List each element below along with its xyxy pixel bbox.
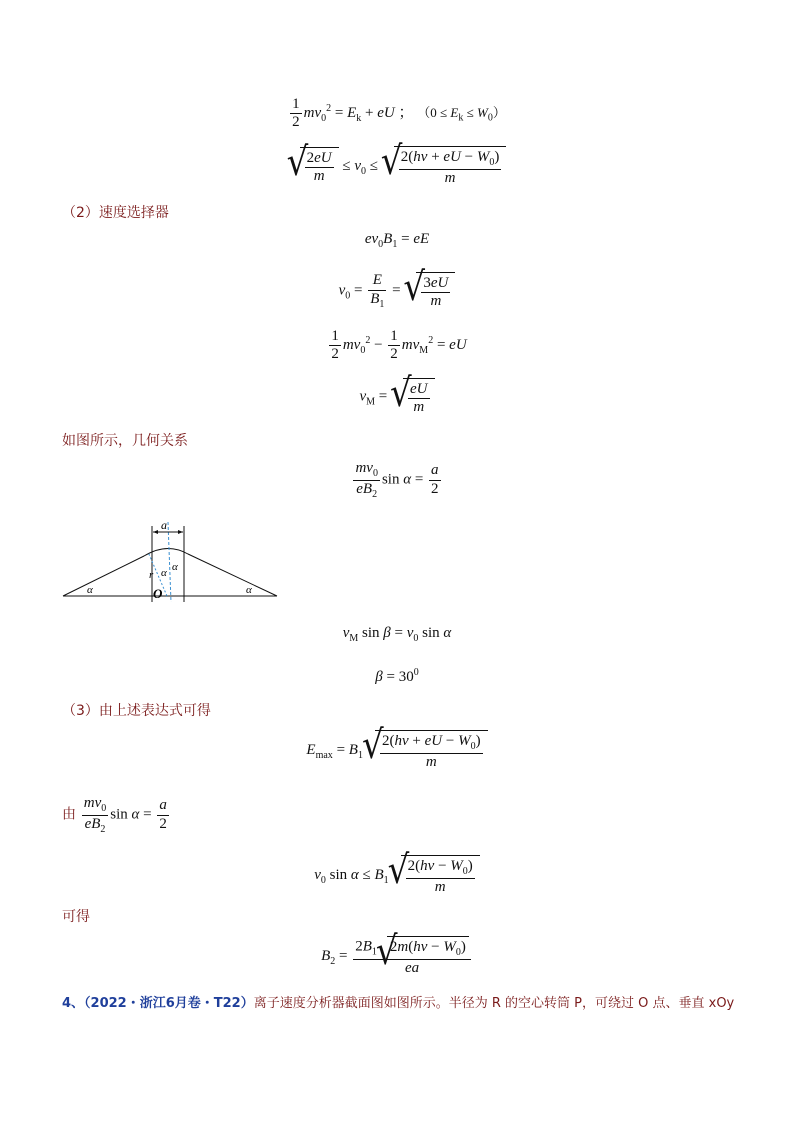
label-r: r bbox=[149, 569, 154, 581]
arrow-head-left bbox=[153, 530, 158, 534]
equation-energy-loss: $\frac{1}{2}$ $mv_0^2$ − $\frac{1}{2}$ $mv_M^2$ = eU bbox=[331, 328, 467, 363]
arrow-head-right bbox=[178, 530, 183, 534]
label-alpha-center-left: α bbox=[161, 567, 167, 579]
from-equation-line: 由 $\frac{mv_0}{eB_2}$ sin α = $\frac{a}{2}$ bbox=[62, 795, 167, 835]
question-source: （2022・浙江6月卷・T22） bbox=[84, 996, 254, 1011]
equation-energy: $\frac{1}{2}$ $mv_0^2 = E_k$ + eU ； $(0 \le E_k \le W_0)$ bbox=[292, 96, 506, 131]
semicolon: ； bbox=[398, 105, 414, 122]
axis-dashed-line bbox=[168, 522, 171, 602]
equation-v0: $v_0$ = $\frac{E}{B_1}$ = √ $\frac{3eU}{m}$ bbox=[0, 272, 794, 311]
question-4 bbox=[62, 992, 734, 1011]
label-alpha-left: α bbox=[87, 584, 93, 596]
question-number: 4、 bbox=[62, 996, 85, 1011]
equation-geometry: $\frac{mv_0}{eB_2}$ sin α = $\frac{a}{2}$ bbox=[355, 460, 439, 500]
result-label: 可得 bbox=[62, 909, 90, 925]
equation-selector: $ev_0B_1$ = eE bbox=[364, 231, 430, 250]
equation-velocity-range: √ $\frac{2eU}{m}$ ≤ $v_0$ ≤ √ $\frac{2(h\nu + eU - W_0)}{m}$ bbox=[0, 146, 794, 187]
item-2-label: （2）速度选择器 bbox=[62, 205, 169, 221]
label-alpha-right: α bbox=[246, 584, 252, 596]
geometry-label: 如图所示，几何关系 bbox=[62, 433, 188, 449]
equation-vm: $v_M$ = √ $\frac{eU}{m}$ bbox=[0, 378, 794, 417]
from-label: 由 bbox=[62, 806, 76, 823]
equation-angle: $v_M$ $\sin \beta = v_0$ sin α bbox=[342, 625, 452, 644]
equation-b2: $B_2$ = $\frac{2B_1√ 2m(h\nu - W_0)}{ea}$ bbox=[0, 936, 794, 977]
label-o: O bbox=[153, 586, 163, 601]
equation-inequality: $v_0$ $\sin \alpha \le B_1$ √ $\frac{2(h\nu - W_0)}{m}$ bbox=[0, 855, 794, 896]
equation-beta: $\beta = 30^0$ bbox=[375, 667, 419, 685]
label-alpha-center-right: α bbox=[172, 561, 178, 573]
item-3-label: （3）由上述表达式可得 bbox=[62, 703, 211, 719]
label-a: a bbox=[161, 518, 167, 532]
geometry-diagram bbox=[60, 518, 282, 608]
question-stem: 离子速度分析器截面图如图所示。半径为 R 的空心转筒 P，可绕过 O 点、垂直 xOy bbox=[253, 996, 735, 1011]
equation-emax: $E_{max} = B_1$ √ $\frac{2(h\nu + eU - W_0)}{m}$ bbox=[0, 730, 794, 771]
